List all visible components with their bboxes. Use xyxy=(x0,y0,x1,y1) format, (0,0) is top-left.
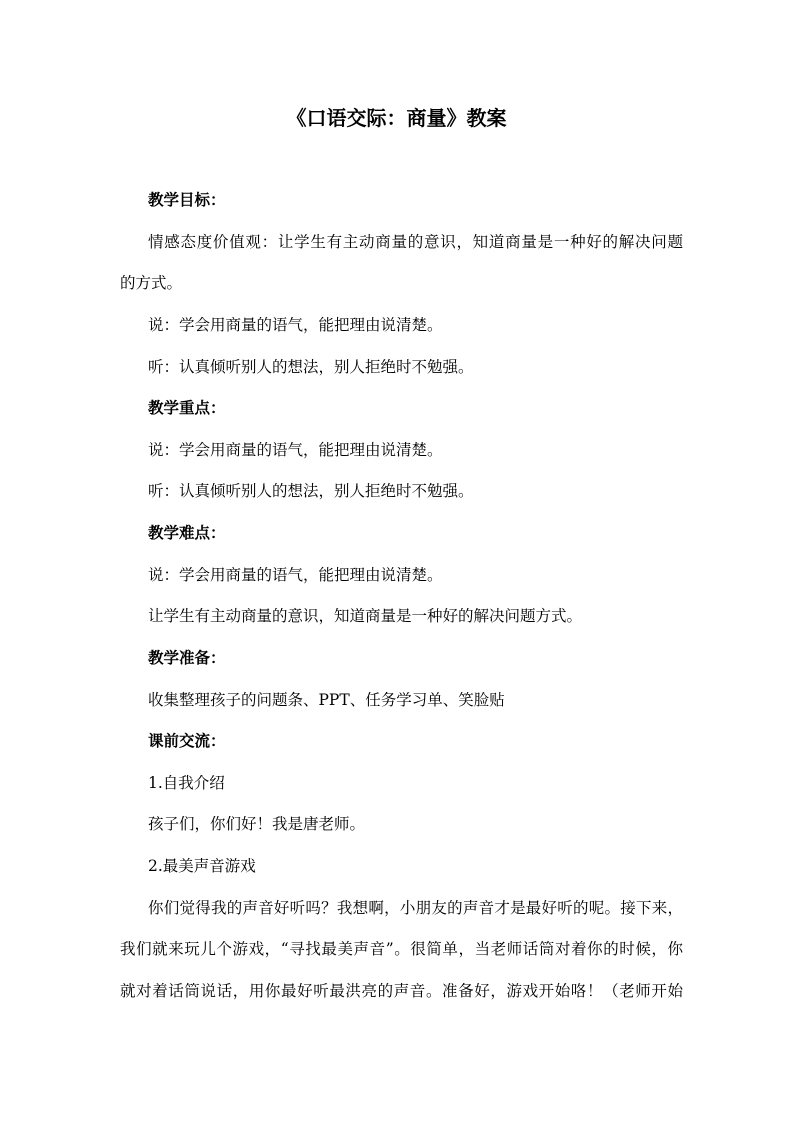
paragraph-line: 2.最美声音游戏 xyxy=(148,857,256,875)
heading-preparation: 教学准备： xyxy=(148,648,226,667)
heading-key-points: 教学重点： xyxy=(148,398,226,417)
paragraph-line: 听：认真倾听别人的想法，别人拒绝时不勉强。 xyxy=(148,358,474,376)
paragraph-line: 孩子们，你们好！我是唐老师。 xyxy=(148,815,366,833)
paragraph-line: 收集整理孩子的问题条、PPT、任务学习单、笑脸贴 xyxy=(148,691,505,709)
paragraph-line: 的方式。 xyxy=(120,274,183,292)
paragraph-line: 让学生有主动商量的意识，知道商量是一种好的解决问题方式。 xyxy=(148,607,583,625)
paragraph-line: 听：认真倾听别人的想法，别人拒绝时不勉强。 xyxy=(148,482,474,500)
paragraph-line: 情感态度价值观：让学生有主动商量的意识，知道商量是一种好的解决问题 xyxy=(148,233,683,251)
paragraph-line: 1.自我介绍 xyxy=(148,774,225,792)
heading-pre-class: 课前交流： xyxy=(148,731,226,750)
paragraph-line: 说：学会用商量的语气，能把理由说清楚。 xyxy=(148,316,443,334)
heading-teaching-goals: 教学目标： xyxy=(148,190,226,209)
paragraph-line: 你们觉得我的声音好听吗？我想啊，小朋友的声音才是最好听的呢。接下来， xyxy=(148,899,683,917)
paragraph-line: 说：学会用商量的语气，能把理由说清楚。 xyxy=(148,566,443,584)
heading-difficulties: 教学难点： xyxy=(148,523,226,542)
paragraph-line: 说：学会用商量的语气，能把理由说清楚。 xyxy=(148,441,443,459)
paragraph-line: 我们就来玩儿个游戏，“寻找最美声音”。很简单，当老师话筒对着你的时候，你 xyxy=(120,940,683,958)
document-title: 《口语交际：商量》教案 xyxy=(286,106,507,130)
paragraph-line: 就对着话筒说话，用你最好听最洪亮的声音。准备好，游戏开始咯！（老师开始 xyxy=(120,982,683,1000)
